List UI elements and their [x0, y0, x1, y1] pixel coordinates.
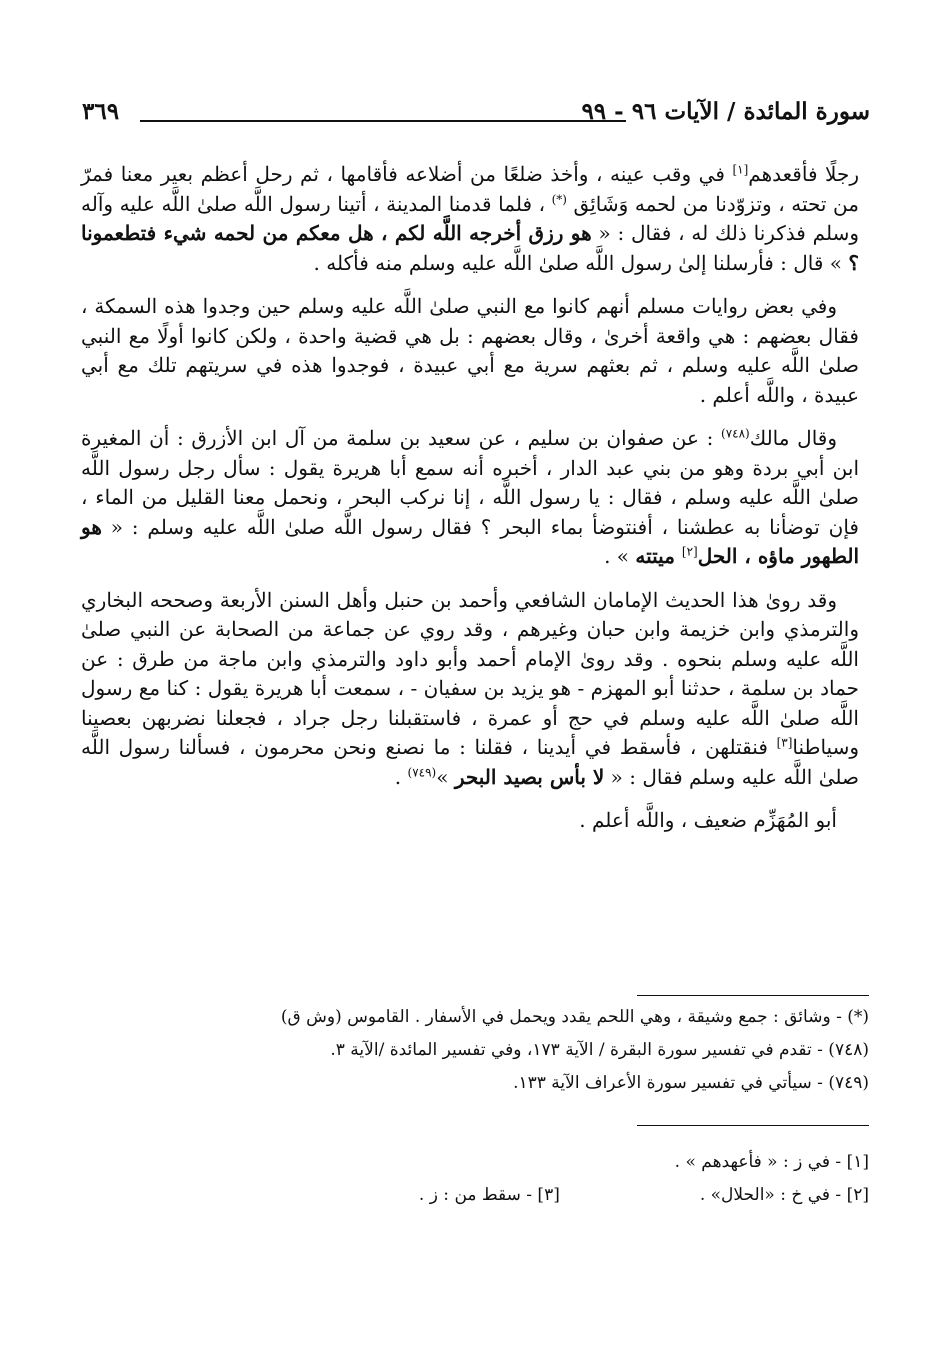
page-header [82, 98, 870, 138]
text-run: . [394, 764, 408, 789]
variant-note-3: [٣] - سقط من : ز . [418, 1185, 560, 1205]
text-run: » قال : فأرسلنا إلىٰ رسول اللَّه صلىٰ اللَّه عليه وسلم منه فأكله . [313, 250, 849, 275]
hadith-quote: ميتته [635, 544, 682, 568]
footnote-star: (*) - وشائق : جمع وشيقة ، وهي اللحم يقدد ويحمل في الأسفار . القاموس (وش ق) [280, 1007, 869, 1027]
text-run: في وقب عينه ، وأخذ ضلعًا من أضلاعه فأقامها ، ثم رحل أعظم بعير معنا فمرّ من تحته ، وتزوّدنا من لحمه وَشَائِق [81, 162, 859, 216]
hadith-quote: لا بأس بصيد البحر [454, 764, 605, 789]
text-run: رجلًا فأقعدهم [748, 162, 859, 186]
variant-note-1: [١] - في ز : « فأعهدهم » . [674, 1152, 869, 1172]
text-run: وقال مالك [749, 426, 838, 450]
footnote-ref: (٧٤٨) [721, 426, 750, 441]
variants-divider [637, 1125, 869, 1126]
hadith-quote: هو الطهور ماؤه ، الحل [81, 514, 859, 568]
variant-notes-row [209, 1179, 869, 1212]
header-rule [140, 120, 626, 122]
text-run: » . [604, 544, 636, 568]
text-run: : عن صفوان بن سليم ، عن سعيد بن سلمة من آل ابن الأزرق : أن المغيرة ابن أبي بردة وهو من بني عبد الدار ، أخبره أنه سمع أبا هريرة يقول : سأل رجل رسول اللَّه صلىٰ اللَّه عليه وسلم ، فقال : يا رسول اللَّه ، إنا نركب البحر ، ونحمل معنا القليل من الماء ، فإن توضأنا به عطشنا ، أفنتوضأ بماء البحر ؟ فقال رسول اللَّه صلىٰ اللَّه عليه وسلم : « [81, 426, 859, 539]
footnote-749: (٧٤٩) - سيأتي في تفسير سورة الأعراف الآية ١٣٣. [513, 1073, 869, 1093]
variant-ref: [٢] [681, 544, 698, 559]
paragraph-3 [81, 424, 859, 572]
variant-ref: [٣] [776, 735, 793, 750]
footnote-ref: (*) [551, 191, 567, 206]
running-title: سورة المائدة / الآيات ٩٦ - ٩٩ [581, 98, 870, 125]
text-run: فنقتلهن ، فأسقط في أيدينا ، فقلنا : ما نصنع ونحن محرمون ، فسألنا رسول اللَّه صلىٰ اللَّه عليه وسلم فقال : « [81, 735, 859, 789]
text-run: » [436, 764, 455, 789]
paragraph-4 [81, 586, 859, 793]
footnotes [209, 995, 869, 1100]
footnote-ref: (٧٤٩) [407, 764, 437, 779]
text-run: وقد روىٰ هذا الحديث الإمامان الشافعي وأحمد بن حنبل وأهل السنن الأربعة وصححه البخاري والترمذي وابن خزيمة وابن حبان وغيرهم ، وقد روي عن جماعة من الصحابة عن النبي صلىٰ اللَّه عليه وسلم بنحوه . وقد روىٰ الإمام أحمد وأبو داود والترمذي وابن ماجة من طرق : عن حماد بن سلمة ، حدثنا أبو المهزم - هو يزيد بن سفيان - ، سمعت أبا هريرة يقول : كنا مع رسول اللَّه صلىٰ اللَّه عليه وسلم في حج أو عمرة ، فاستقبلنا رجل جراد ، فجعلنا نضربهن بعصينا وسياطنا [81, 587, 859, 759]
page-number: ٣٦٩ [82, 98, 120, 125]
variant-note-2: [٢] - في خ : «الحلال» . [699, 1185, 869, 1205]
paragraph-5: أبو المُهَزِّم ضعيف ، واللَّه أعلم . [579, 808, 837, 832]
paragraph-1 [81, 160, 859, 278]
paragraph-2: وفي بعض روايات مسلم أنهم كانوا مع النبي صلىٰ اللَّه عليه وسلم حين وجدوا هذه السمكة ، فقال بعضهم : هي واقعة أخرىٰ ، وقال بعضهم : بل هي قضية واحدة ، ولكن كانوا أولًا مع النبي صلىٰ اللَّه عليه وسلم ، ثم بعثهم سرية مع أبي عبيدة ، فوجدوا هذه في سريتهم تلك مع أبي عبيدة ، واللَّه أعلم . [81, 294, 859, 407]
text-run: ، فلما قدمنا المدينة ، أتينا رسول اللَّه صلىٰ اللَّه عليه وآله وسلم فذكرنا ذلك له ، فقال : « [81, 191, 860, 245]
variant-notes [209, 1146, 869, 1212]
main-text [81, 160, 859, 850]
hadith-quote: هو رزق أخرجه اللَّه لكم ، هل معكم من لحمه شيء فتطعمونا ؟ [81, 221, 859, 275]
footnote-748: (٧٤٨) - تقدم في تفسير سورة البقرة / الآية ١٧٣، وفي تفسير المائدة /الآية ٣. [330, 1040, 869, 1060]
variant-ref: [١] [732, 162, 749, 177]
